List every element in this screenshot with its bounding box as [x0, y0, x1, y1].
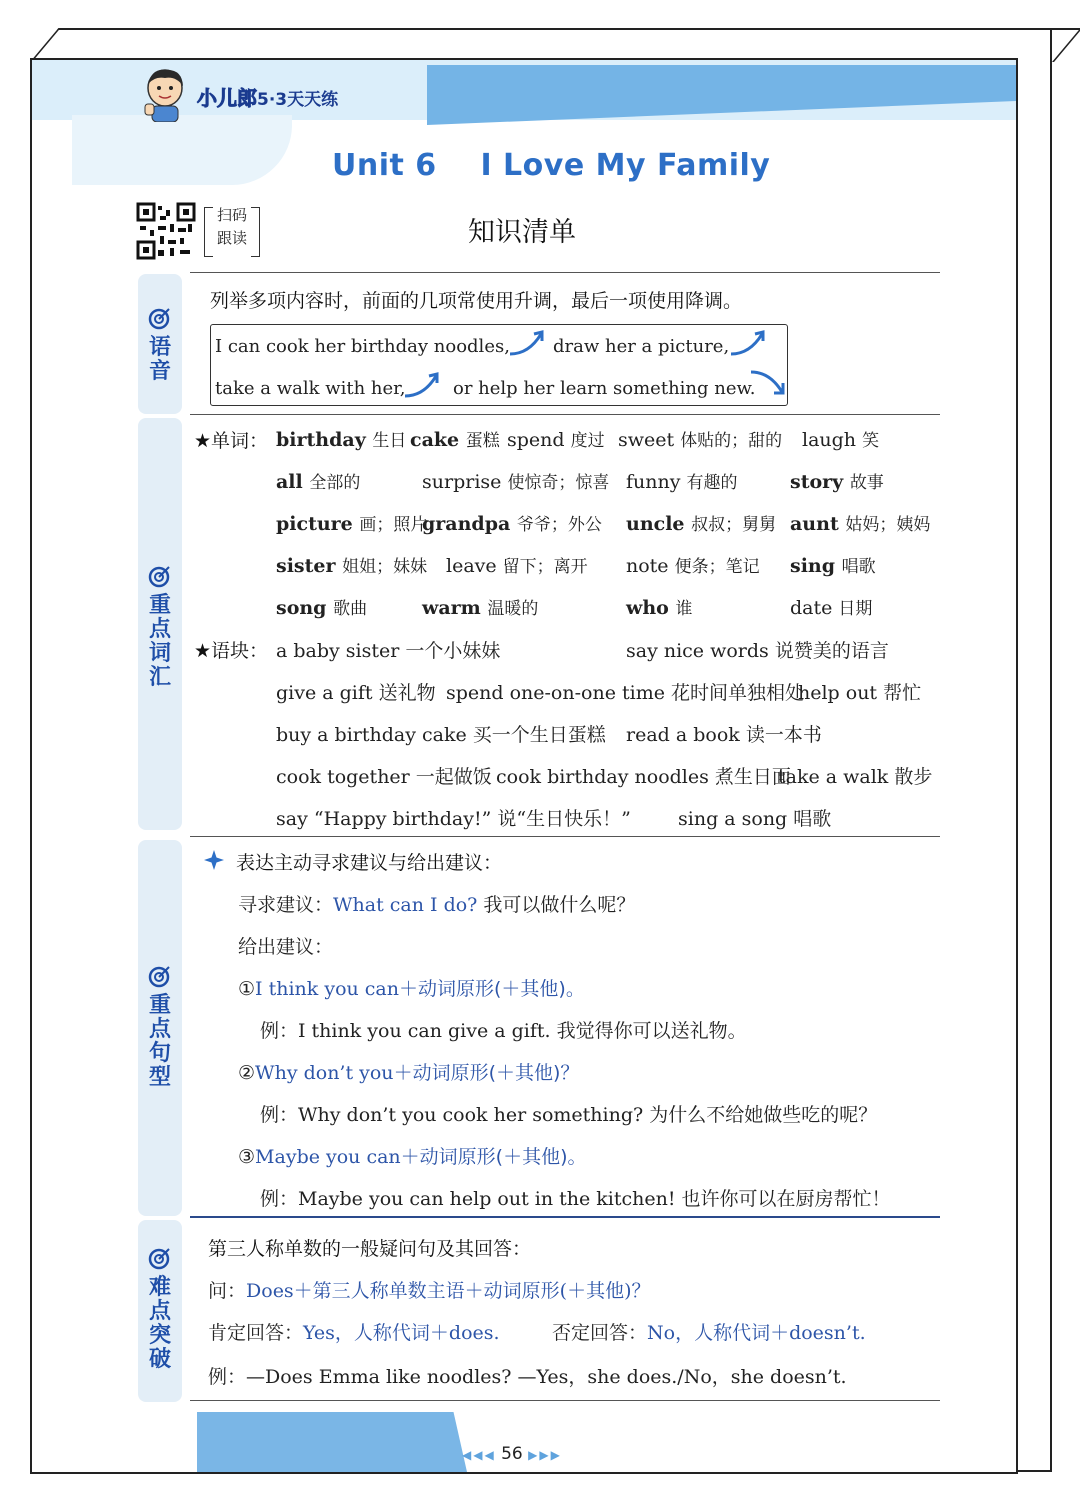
- negative-answer: [552, 1318, 866, 1345]
- pronunciation-rule: 列举多项内容时，前面的几项常使用升调，最后一项使用降调。: [210, 290, 743, 312]
- positive-answer: [208, 1318, 500, 1345]
- intonation-line2a: take a walk with her,: [215, 378, 406, 399]
- vocab-phrase: cook together 一起做饭: [276, 766, 492, 788]
- word-en: warm: [422, 597, 488, 619]
- footer-band: [197, 1412, 467, 1472]
- word-en: song: [276, 597, 334, 619]
- rising-arrow-icon: [507, 328, 547, 358]
- pattern-num: ③: [238, 1146, 256, 1168]
- neg-formula: No，人称代词＋doesn’t.: [647, 1322, 866, 1344]
- example-2: 例：Why don’t you cook her something? 为什么不给她做些吃的呢？: [260, 1104, 878, 1126]
- pattern-3: [238, 1142, 587, 1169]
- target-icon: [148, 564, 172, 588]
- intonation-line2b: or help her learn something new.: [453, 378, 756, 399]
- target-icon: [148, 1246, 172, 1270]
- unit-title: Unit 6 I Love My Family: [332, 148, 771, 183]
- word-zh: 唱歌: [841, 557, 876, 577]
- target-icon: [148, 306, 172, 330]
- word-zh: 故事: [849, 473, 884, 493]
- sparkle-icon: [204, 850, 224, 870]
- page-number-text: 56: [501, 1444, 523, 1464]
- vocab-word: [626, 552, 760, 577]
- vocab-word: [422, 594, 538, 619]
- knowledge-list-title: 知识清单: [468, 217, 576, 248]
- word-zh: 使惊奇；惊喜: [507, 473, 610, 493]
- vocab-word: [626, 510, 776, 535]
- question-formula: [208, 1276, 651, 1303]
- word-en: leave: [446, 555, 503, 577]
- ask-advice-line: [238, 890, 635, 917]
- pattern-1: [238, 974, 585, 1001]
- vocab-word: [802, 426, 879, 451]
- qr-code-icon[interactable]: [136, 202, 196, 260]
- word-zh: 温暖的: [487, 599, 539, 619]
- pattern-zh: ＋动词原形(＋其他)。: [399, 978, 585, 1000]
- mascot-boy-icon: [140, 66, 190, 122]
- brand-name: 小儿郎: [197, 86, 257, 110]
- vocab-phrase: read a book 读一本书: [626, 724, 822, 746]
- book-right-edge: [1012, 28, 1052, 1472]
- vocab-word: [507, 426, 605, 451]
- qr-label-line2: 跟读: [216, 229, 247, 247]
- word-en: all: [276, 471, 310, 493]
- word-zh: 全部的: [309, 473, 361, 493]
- q-formula: Does＋第三人称单数主语＋动词原形(＋其他)？: [246, 1280, 651, 1302]
- vocab-word: [790, 510, 930, 535]
- vocab-word: [276, 426, 406, 451]
- vocab-word: [276, 510, 427, 535]
- pos-label: 肯定回答：: [208, 1322, 304, 1344]
- word-en: spend: [507, 429, 571, 451]
- word-en: aunt: [790, 513, 846, 535]
- word-en: picture: [276, 513, 360, 535]
- difficulty-heading: 第三人称单数的一般疑问句及其回答：: [208, 1238, 532, 1260]
- vocab-word: [446, 552, 588, 577]
- sentences-heading: 表达主动寻求建议与给出建议：: [236, 852, 503, 874]
- section-label-difficulty: 难 点 突 破: [148, 1275, 171, 1372]
- intonation-line1a: I can cook her birthday noodles,: [215, 336, 510, 357]
- word-zh: 度过: [570, 431, 605, 451]
- rising-arrow-icon: [728, 328, 768, 358]
- q-label: 问：: [208, 1280, 247, 1302]
- falling-arrow-icon: [748, 368, 788, 398]
- vocab-phrase: cook birthday noodles 煮生日面: [496, 766, 791, 788]
- word-en: laugh: [802, 429, 863, 451]
- brand-logo: [197, 82, 338, 111]
- word-zh: 爷爷；外公: [516, 515, 602, 535]
- scan-to-read-label: [208, 204, 256, 258]
- section-label-pronunciation: 语 音: [148, 335, 171, 384]
- pattern-zh: ＋动词原形(＋其他)。: [400, 1146, 587, 1168]
- vocab-phrase: help out 帮忙: [798, 682, 922, 704]
- word-en: date: [790, 597, 839, 619]
- word-en: cake: [410, 429, 466, 451]
- qr-label-line1: 扫码: [216, 206, 247, 224]
- left-arrows-icon: ◀◀◀: [462, 1448, 496, 1462]
- pattern-num: ②: [238, 1062, 256, 1084]
- word-zh: 歌曲: [333, 599, 368, 619]
- word-zh: 画；照片: [359, 515, 428, 535]
- pattern-en: Maybe you can: [255, 1146, 401, 1168]
- word-en: sing: [790, 555, 842, 577]
- book-top-edge: [30, 28, 1080, 62]
- section-tab-sentences: [138, 840, 182, 1216]
- header-wave: [72, 115, 292, 185]
- word-zh: 谁: [675, 599, 693, 619]
- pattern-num: ①: [238, 978, 256, 1000]
- word-zh: 便条；笔记: [674, 557, 760, 577]
- word-en: birthday: [276, 429, 373, 451]
- ask-en: What can I do?: [333, 894, 478, 916]
- pattern-zh: ＋动词原形(＋其他)？: [393, 1062, 580, 1084]
- vocab-phrase: say “Happy birthday!” 说“生日快乐！”: [276, 808, 631, 830]
- section-tab-difficulty: [138, 1220, 182, 1402]
- vocab-word: [422, 468, 609, 493]
- word-en: uncle: [626, 513, 692, 535]
- word-zh: 姐姐；妹妹: [342, 557, 428, 577]
- words-label: ★单词：: [194, 430, 269, 452]
- word-en: sister: [276, 555, 343, 577]
- section-tab-pronunciation: [138, 274, 182, 414]
- vocab-phrase: take a walk 散步: [778, 766, 933, 788]
- pattern-2: [238, 1058, 579, 1085]
- intonation-line1b: draw her a picture,: [553, 336, 730, 357]
- word-zh: 生日: [372, 431, 407, 451]
- word-zh: 体贴的；甜的: [680, 431, 783, 451]
- ask-label: 寻求建议：: [238, 894, 334, 916]
- vocab-phrase: say nice words 说赞美的语言: [626, 640, 889, 662]
- brand-sub: 5·3天天练: [257, 90, 339, 110]
- vocab-word: [422, 510, 602, 535]
- vocab-phrase: sing a song 唱歌: [678, 808, 832, 830]
- vocab-word: [626, 594, 692, 619]
- vocab-phrase: a baby sister 一个小妹妹: [276, 640, 501, 662]
- difficulty-example: 例：—Does Emma like noodles? —Yes，she does./No，she doesn’t.: [208, 1366, 847, 1388]
- word-zh: 姑妈；姨妈: [845, 515, 931, 535]
- divider: [190, 836, 940, 837]
- target-icon: [148, 964, 172, 988]
- vocab-word: [790, 552, 876, 577]
- section-tab-vocabulary: [138, 418, 182, 830]
- word-zh: 蛋糕: [465, 431, 500, 451]
- workbook-page: [30, 58, 1018, 1474]
- neg-label: 否定回答：: [552, 1322, 648, 1344]
- word-en: who: [626, 597, 676, 619]
- vocab-word: [276, 552, 427, 577]
- vocab-phrase: spend one-on-one time 花时间单独相处: [446, 682, 805, 704]
- vocab-word: [626, 468, 738, 493]
- give-advice-label: 给出建议：: [238, 936, 334, 958]
- section-label-sentences: 重 点 句 型: [148, 993, 171, 1090]
- word-zh: 留下；离开: [502, 557, 588, 577]
- divider: [190, 1400, 940, 1401]
- vocab-word: [276, 594, 367, 619]
- word-en: funny: [626, 471, 687, 493]
- example-3: 例：Maybe you can help out in the kitchen! 也许你可以在厨房帮忙！: [260, 1188, 891, 1210]
- vocab-word: [790, 468, 884, 493]
- section-label-vocabulary: 重 点 词 汇: [148, 593, 171, 690]
- example-1: 例：I think you can give a gift. 我觉得你可以送礼物。: [260, 1020, 747, 1042]
- vocab-word: [410, 426, 500, 451]
- word-en: sweet: [618, 429, 681, 451]
- pos-formula: Yes，人称代词＋does.: [303, 1322, 500, 1344]
- vocab-phrase: buy a birthday cake 买一个生日蛋糕: [276, 724, 606, 746]
- word-en: surprise: [422, 471, 508, 493]
- rising-arrow-icon: [402, 370, 442, 400]
- word-en: note: [626, 555, 675, 577]
- vocab-word: [790, 594, 872, 619]
- word-zh: 日期: [838, 599, 873, 619]
- divider: [190, 1216, 940, 1218]
- phrases-label: ★语块：: [194, 640, 269, 662]
- ask-zh: 我可以做什么呢？: [483, 894, 636, 916]
- vocab-phrase: give a gift 送礼物: [276, 682, 436, 704]
- word-zh: 叔叔；舅舅: [691, 515, 777, 535]
- word-zh: 有趣的: [686, 473, 738, 493]
- vocab-word: [618, 426, 782, 451]
- vocab-word: [276, 468, 360, 493]
- word-en: grandpa: [422, 513, 517, 535]
- divider: [190, 272, 940, 273]
- pattern-en: Why don’t you: [255, 1062, 394, 1084]
- right-arrows-icon: ▶▶▶: [528, 1448, 562, 1462]
- pattern-en: I think you can: [255, 978, 399, 1000]
- word-zh: 笑: [862, 431, 880, 451]
- page-number: [462, 1444, 562, 1464]
- divider: [190, 414, 940, 415]
- word-en: story: [790, 471, 850, 493]
